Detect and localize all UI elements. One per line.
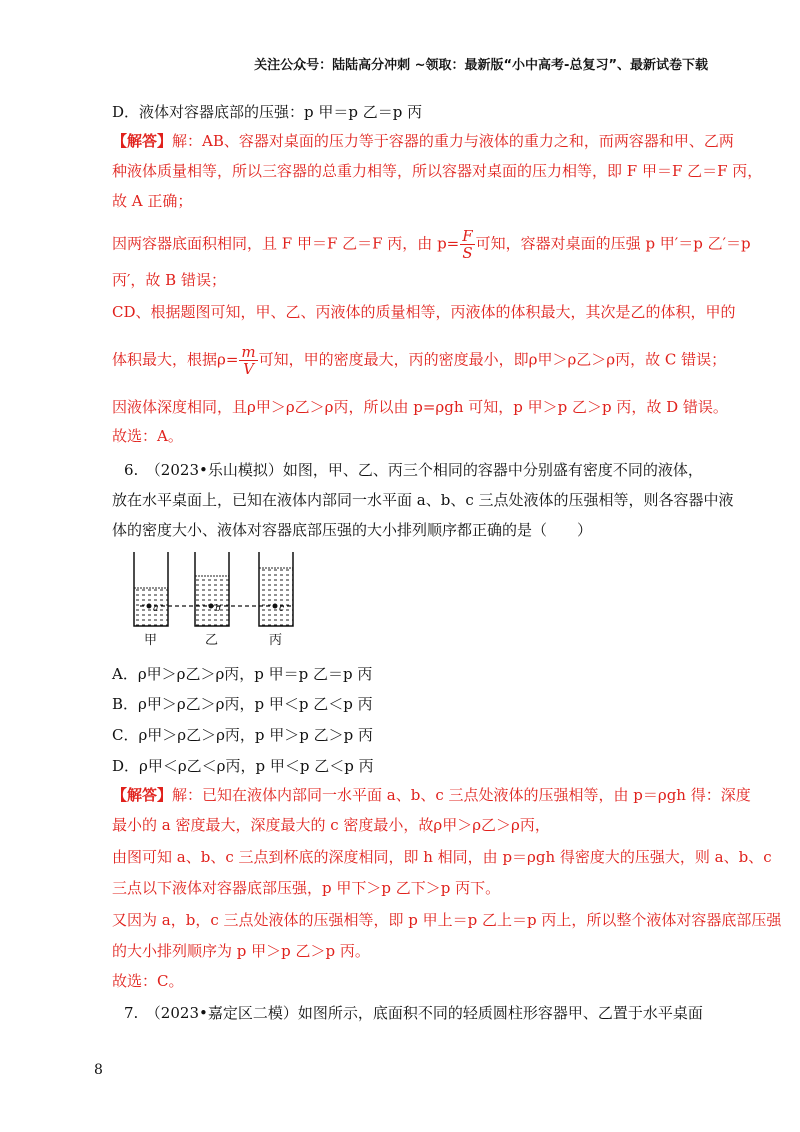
label-a: a (153, 604, 159, 614)
q6-stem-2: 放在水平桌面上，已知在液体内部同一水平面 a、b、c 三点处液体的压强相等，则各容器中液 (112, 491, 734, 509)
q6-option-c: C．ρ甲＞ρ乙＞ρ丙，p 甲＞p 乙＞p 丙 (112, 726, 374, 744)
answer-tag: 【解答】 (112, 132, 173, 150)
container-jia (134, 552, 168, 626)
fraction-m-over-v (239, 344, 257, 377)
q7-stem-1: 7. （2023•嘉定区二模）如图所示，底面积不同的轻质圆柱形容器甲、乙置于水平桌面 (124, 1004, 703, 1022)
q5-l7a: 体积最大，根据ρ= (112, 350, 239, 369)
q5-answer-line-5: 丙′，故 B 错误； (112, 271, 226, 289)
q6-answer-line-4: 三点以下液体对容器底部压强，p 甲下＞p 乙下＞p 丙下。 (112, 879, 501, 897)
point-b (209, 604, 214, 609)
q5-option-d: D．液体对容器底部的压强：p 甲＝p 乙＝p 丙 (112, 103, 423, 121)
frac-den: S (462, 244, 473, 262)
liquid-yi (195, 576, 229, 626)
label-yi: 乙 (205, 633, 219, 648)
label-bing: 丙 (269, 633, 283, 648)
q5-answer-line-2: 种液体质量相等，所以三容器的总重力相等，所以容器对桌面的压力相等，即 F 甲＝F 乙＝F 丙， (112, 162, 763, 180)
q6-option-b: B．ρ甲＞ρ乙＞ρ丙，p 甲＜p 乙＜p 丙 (112, 695, 373, 713)
q5-answer-line-6: CD、根据题图可知，甲、乙、丙液体的质量相等，丙液体的体积最大，其次是乙的体积，甲的 (112, 303, 736, 321)
q6-answer-line-6: 的大小排列顺序为 p 甲＞p 乙＞p 丙。 (112, 942, 370, 960)
q6-answer-line-2: 最小的 a 密度最大，深度最大的 c 密度最小，故ρ甲＞ρ乙＞ρ丙， (112, 816, 550, 834)
q5-answer-line-1 (112, 131, 734, 151)
label-c: c (279, 604, 285, 614)
answer-tag: 【解答】 (112, 786, 173, 804)
q6-containers-figure (118, 548, 318, 652)
frac-den: V (243, 360, 254, 378)
q5-answer-line-4 (112, 228, 751, 261)
q5-l4a: 因两容器底面积相同，且 F 甲＝F 乙＝F 丙，由 p= (112, 234, 460, 253)
point-c (273, 604, 278, 609)
q6-option-a: A．ρ甲＞ρ乙＞ρ丙，p 甲＝p 乙＝p 丙 (112, 665, 373, 683)
q5-l7b: 可知，甲的密度最大，丙的密度最小，即ρ甲＞ρ乙＞ρ丙，故 C 错误； (258, 350, 727, 369)
q5-l4b: 可知，容器对桌面的压强 p 甲′＝p 乙′＝p (475, 234, 751, 253)
point-a (147, 604, 152, 609)
q5-answer-text-1: 解：AB、容器对桌面的压力等于容器的重力与液体的重力之和，而两容器和甲、乙两 (172, 132, 734, 150)
containers-diagram (118, 548, 318, 648)
q6-answer-line-5: 又因为 a，b，c 三点处液体的压强相等，即 p 甲上＝p 乙上＝p 丙上，所以整个液体对容器底部压强 (112, 911, 782, 929)
q6-option-d: D．ρ甲＜ρ乙＜ρ丙，p 甲＜p 乙＜p 丙 (112, 757, 374, 775)
q6-answer-line-1 (112, 785, 751, 805)
q6-answer-text-1: 解：已知在液体内部同一水平面 a、b、c 三点处液体的压强相等，由 p＝ρgh 得：深度 (172, 786, 751, 804)
q5-answer-line-8: 因液体深度相同，且ρ甲＞ρ乙＞ρ丙，所以由 p=ρgh 可知，p 甲＞p 乙＞p 丙，故 D 错误。 (112, 398, 728, 416)
page-header: 关注公众号：陆陆高分冲刺 ~领取：最新版“小中高考-总复习”、最新试卷下载 (254, 58, 708, 73)
liquid-bing (259, 568, 293, 626)
frac-num: F (462, 227, 473, 245)
container-yi (195, 552, 229, 626)
q6-answer-line-3: 由图可知 a、b、c 三点到杯底的深度相同，即 h 相同，由 p＝ρgh 得密度大的压强大，则 a、b、c (112, 848, 772, 866)
q6-stem-1: 6. （2023•乐山模拟）如图，甲、乙、丙三个相同的容器中分别盛有密度不同的液体， (124, 461, 703, 479)
frac-num: m (241, 343, 256, 361)
q5-answer-line-7 (112, 344, 726, 377)
q5-answer-line-3: 故 A 正确； (112, 192, 193, 210)
label-b: b (215, 604, 221, 614)
q6-stem-3: 体的密度大小、液体对容器底部压强的大小排列顺序都正确的是（ ） (112, 521, 593, 539)
label-jia: 甲 (144, 633, 158, 648)
q5-answer-line-9: 故选：A。 (112, 427, 183, 445)
page-number: 8 (94, 1062, 103, 1078)
fraction-f-over-s (460, 228, 474, 261)
container-bing (259, 552, 293, 626)
q6-answer-line-7: 故选：C。 (112, 972, 184, 990)
